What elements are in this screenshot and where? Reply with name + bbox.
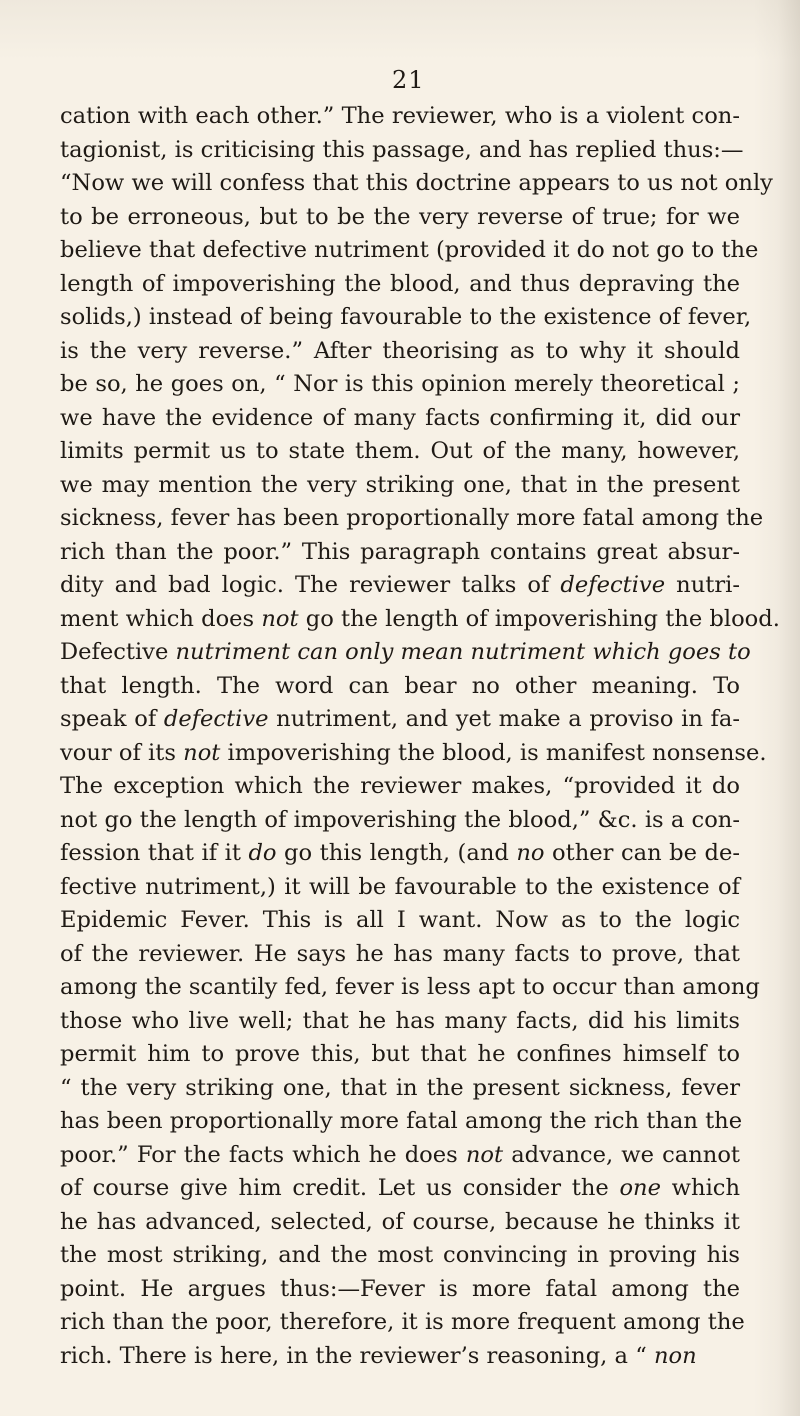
text-run: vour of its <box>60 739 184 766</box>
text-run: advance, we cannot <box>503 1141 741 1168</box>
text-line <box>60 737 767 771</box>
text-line <box>60 971 760 1005</box>
text-line <box>60 167 773 201</box>
text-run: go the length of impoverishing the blood. <box>298 605 780 632</box>
text-run: dity and bad logic. The reviewer talks of <box>60 572 561 598</box>
text-line <box>60 536 740 570</box>
text-line <box>60 134 744 168</box>
text-line <box>60 301 752 335</box>
text-run: ment which does <box>60 605 262 632</box>
text-line <box>60 435 740 469</box>
text-run: of course give him credit. Let us consider the <box>60 1175 620 1201</box>
text-line <box>60 201 740 235</box>
text-run: nutriment, and yet make a proviso in fa- <box>268 706 740 732</box>
text-run: cation with each other.” The reviewer, who is a violent con- <box>60 103 740 129</box>
text-line <box>60 770 740 804</box>
text-run: impoverishing the blood, is manifest nonsense. <box>220 739 767 766</box>
text-line <box>60 1072 740 1106</box>
text-run: we have the evidence of many facts confirming it, did our <box>60 404 740 431</box>
text-run: the most striking, and the most convincing in proving his <box>60 1242 740 1268</box>
text-run: we may mention the very striking one, that in the present <box>60 471 740 498</box>
text-run: nutri- <box>665 572 740 598</box>
italic-word: one <box>619 1175 661 1201</box>
text-run: rich than the poor.” This paragraph contains great absur- <box>60 538 740 565</box>
body-text <box>60 100 780 1373</box>
text-run: of the reviewer. He says he has many facts to prove, that <box>60 940 740 967</box>
text-line <box>60 335 740 369</box>
text-run: limits permit us to state them. Out of the many, however, <box>60 438 740 464</box>
text-line <box>60 603 780 637</box>
text-run: poor.” For the facts which he does <box>60 1141 466 1168</box>
text-run: is the very reverse.” After theorising as to why it should <box>60 337 740 364</box>
text-run: go this length, (and <box>276 840 517 866</box>
italic-word: defective <box>163 706 269 732</box>
text-run: which <box>660 1175 740 1201</box>
text-run: to be erroneous, but to be the very reverse of true; for we <box>60 203 740 230</box>
text-line <box>60 904 740 938</box>
text-line <box>60 1005 740 1039</box>
italic-word: non <box>653 1342 697 1369</box>
text-run: The exception which the reviewer makes, “provided it do <box>60 773 740 799</box>
text-line <box>60 368 740 402</box>
text-line <box>60 670 740 704</box>
italic-word: not <box>183 739 221 766</box>
text-run: length of impoverishing the blood, and thus depraving the <box>60 270 740 297</box>
text-line <box>60 804 740 838</box>
text-line <box>60 502 764 536</box>
text-run: not go the length of impoverishing the blood,” &c. is a con- <box>60 806 740 833</box>
text-line <box>60 100 740 134</box>
italic-word: no <box>516 840 545 866</box>
text-run: that length. The word can bear no other meaning. To <box>60 672 740 699</box>
text-run: sickness, fever has been proportionally more fatal among the <box>60 505 764 531</box>
text-line <box>60 1172 740 1206</box>
italic-word: do <box>248 840 277 866</box>
text-run: solids,) instead of being favourable to the existence of fever, <box>60 304 752 330</box>
text-line <box>60 402 740 436</box>
text-line <box>60 703 740 737</box>
text-line <box>60 1306 745 1340</box>
italic-word: not <box>261 605 299 632</box>
text-run: fective nutriment,) it will be favourable to the existence of <box>60 873 740 900</box>
text-line <box>60 1273 740 1307</box>
text-line <box>60 1340 740 1374</box>
text-line <box>60 234 759 268</box>
text-run: other can be de- <box>544 840 740 866</box>
text-line <box>60 1206 740 1240</box>
page-number: 21 <box>392 66 425 94</box>
text-run: has been proportionally more fatal among the rich than the <box>60 1108 743 1134</box>
text-run: fession that if it <box>60 840 249 866</box>
text-run: “ the very striking one, that in the present sickness, fever <box>60 1074 740 1101</box>
text-run: he has advanced, selected, of course, because he thinks it <box>60 1208 740 1235</box>
text-line <box>60 636 751 670</box>
text-line <box>60 837 740 871</box>
text-line <box>60 569 740 603</box>
text-line <box>60 871 740 905</box>
text-run: point. He argues thus:—Fever is more fatal among the <box>60 1275 740 1302</box>
text-line <box>60 469 740 503</box>
text-run: among the scantily fed, fever is less apt to occur than among <box>60 974 760 1000</box>
text-run: “Now we will confess that this doctrine appears to us not only <box>60 170 773 196</box>
text-run: tagionist, is criticising this passage, and has replied thus:— <box>60 136 744 163</box>
text-line <box>60 268 740 302</box>
text-line <box>60 1105 743 1139</box>
text-run: Epidemic Fever. This is all I want. Now as to the logic <box>60 907 740 933</box>
text-run: permit him to prove this, but that he confines himself to <box>60 1041 740 1067</box>
text-line <box>60 1038 740 1072</box>
italic-word: nutriment can only mean nutriment which goes to <box>168 639 751 665</box>
text-run: Defective <box>60 639 169 665</box>
text-line <box>60 1239 740 1273</box>
text-run: rich. There is here, in the reviewer’s reasoning, a “ <box>60 1342 654 1369</box>
text-line <box>60 938 740 972</box>
italic-word: not <box>465 1141 504 1168</box>
italic-word: defective <box>560 572 666 598</box>
text-run: rich than the poor, therefore, it is more frequent among the <box>60 1309 745 1335</box>
text-line <box>60 1139 740 1173</box>
text-run: believe that defective nutriment (provided it do not go to the <box>60 237 759 263</box>
text-run: be so, he goes on, “ Nor is this opinion merely theoretical ; <box>60 371 740 397</box>
text-run: those who live well; that he has many facts, did his limits <box>60 1007 740 1034</box>
text-run: speak of <box>60 706 164 732</box>
